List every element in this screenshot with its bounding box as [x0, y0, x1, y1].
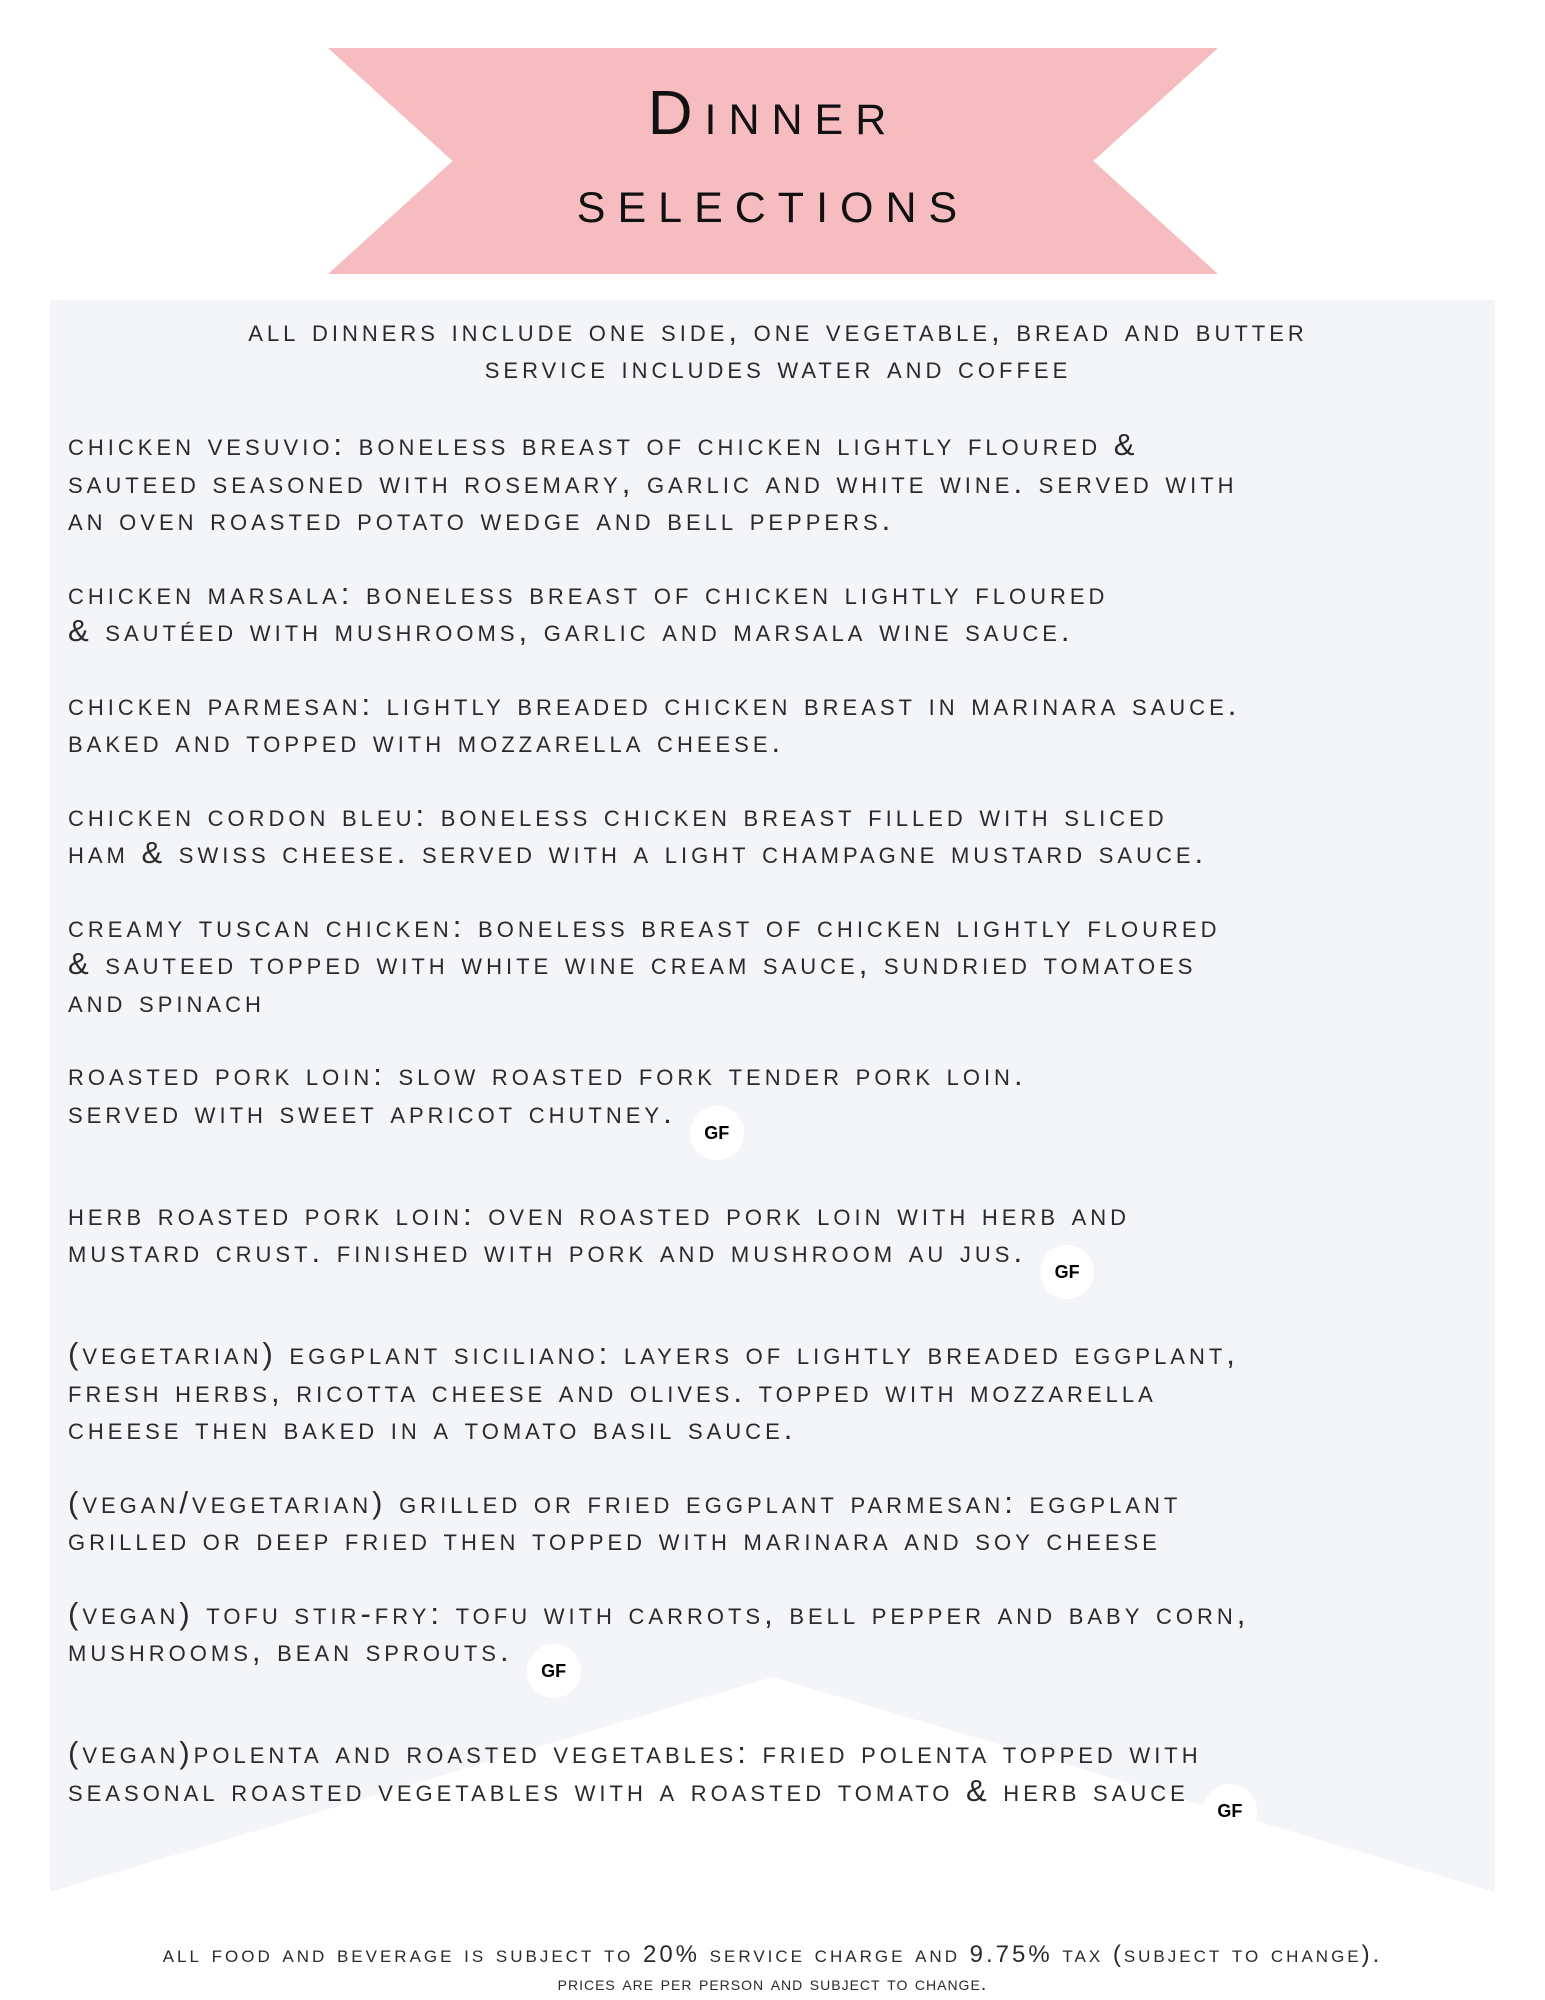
menu-item-line: and spinach [68, 983, 265, 1019]
menu-item [68, 1196, 1488, 1300]
menu-item-line: grilled or deep fried then topped with marinara and soy cheese [68, 1522, 1161, 1557]
menu-item-line: mushrooms, bean sprouts.GF [68, 1632, 1488, 1698]
intro-text [68, 312, 1488, 386]
menu-item-line: fresh herbs, ricotta cheese and olives. topped with mozzarella [68, 1373, 1157, 1409]
menu-item [68, 686, 1488, 761]
gluten-free-badge: GF [1040, 1245, 1094, 1299]
menu-item-line: herb roasted pork loin: oven roasted pork loin with herb and [68, 1196, 1131, 1232]
menu-item-line: baked and topped with mozzarella cheese. [68, 724, 785, 759]
menu-item-line: (vegan)polenta and roasted vegetables: fried polenta topped with [68, 1735, 1202, 1770]
menu-item-line: sauteed seasoned with rosemary, garlic and white wine. served with [68, 464, 1238, 500]
gluten-free-badge: GF [1203, 1784, 1257, 1838]
menu-item [68, 1734, 1488, 1838]
footer-line-1: all food and beverage is subject to 20% service charge and 9.75% tax (subject to change). [162, 1941, 1383, 1968]
menu-item-line: chicken parmesan: lightly breaded chicken breast in marinara sauce. [68, 686, 1241, 722]
menu-item [68, 1595, 1488, 1699]
menu-item-line: roasted pork loin: slow roasted fork tender pork loin. [68, 1057, 1027, 1092]
menu-item [68, 426, 1488, 539]
menu-item-line: mustard crust. finished with pork and mushroom au jus.GF [68, 1233, 1488, 1299]
menu-item-line: cheese then baked in a tomato basil sauce. [68, 1411, 797, 1446]
menu-item-line: ham & swiss cheese. served with a light champagne mustard sauce. [68, 835, 1208, 870]
menu-item-line: creamy tuscan chicken: boneless breast of chicken lightly floured [68, 908, 1221, 944]
menu-item-line: (vegan) tofu stir-fry: tofu with carrots, bell pepper and baby corn, [68, 1595, 1250, 1631]
title-line-1: Dinner [647, 79, 899, 148]
menu-item-line: (vegetarian) eggplant siciliano: layers of lightly breaded eggplant, [68, 1336, 1239, 1371]
menu-item [68, 908, 1488, 1021]
menu-item [68, 1335, 1488, 1448]
gluten-free-badge: GF [527, 1644, 581, 1698]
page-title [328, 70, 1218, 246]
menu-content [68, 312, 1488, 1874]
menu-item-line: & sautéed with mushrooms, garlic and marsala wine sauce. [68, 613, 1074, 648]
title-line-2: selections [576, 167, 970, 236]
menu-item [68, 1056, 1488, 1160]
menu-item-line: chicken marsala: boneless breast of chicken lightly floured [68, 575, 1109, 611]
menu-item-line: an oven roasted potato wedge and bell peppers. [68, 502, 895, 537]
footer-note [0, 1940, 1545, 1998]
menu-item [68, 797, 1488, 872]
menu-item-line: served with sweet apricot chutney.GF [68, 1094, 1488, 1160]
intro-line-1: all dinners include one side, one vegetable, bread and butter [248, 313, 1308, 348]
intro-line-2: service includes water and coffee [484, 350, 1072, 385]
menu-item-line: seasonal roasted vegetables with a roasted tomato & herb sauceGF [68, 1772, 1488, 1838]
menu-item-line: chicken vesuvio: boneless breast of chicken lightly floured & [68, 427, 1139, 462]
menu-item-line: & sauteed topped with white wine cream sauce, sundried tomatoes [68, 946, 1197, 981]
menu-items-list [68, 426, 1488, 1838]
menu-item [68, 575, 1488, 650]
menu-item-line: (vegan/vegetarian) grilled or fried eggplant parmesan: eggplant [68, 1484, 1182, 1520]
gluten-free-badge: GF [690, 1106, 744, 1160]
menu-item-line: chicken cordon bleu: boneless chicken breast filled with sliced [68, 797, 1168, 833]
footer-line-2: prices are per person and subject to change. [557, 1973, 988, 1995]
menu-item [68, 1484, 1488, 1559]
